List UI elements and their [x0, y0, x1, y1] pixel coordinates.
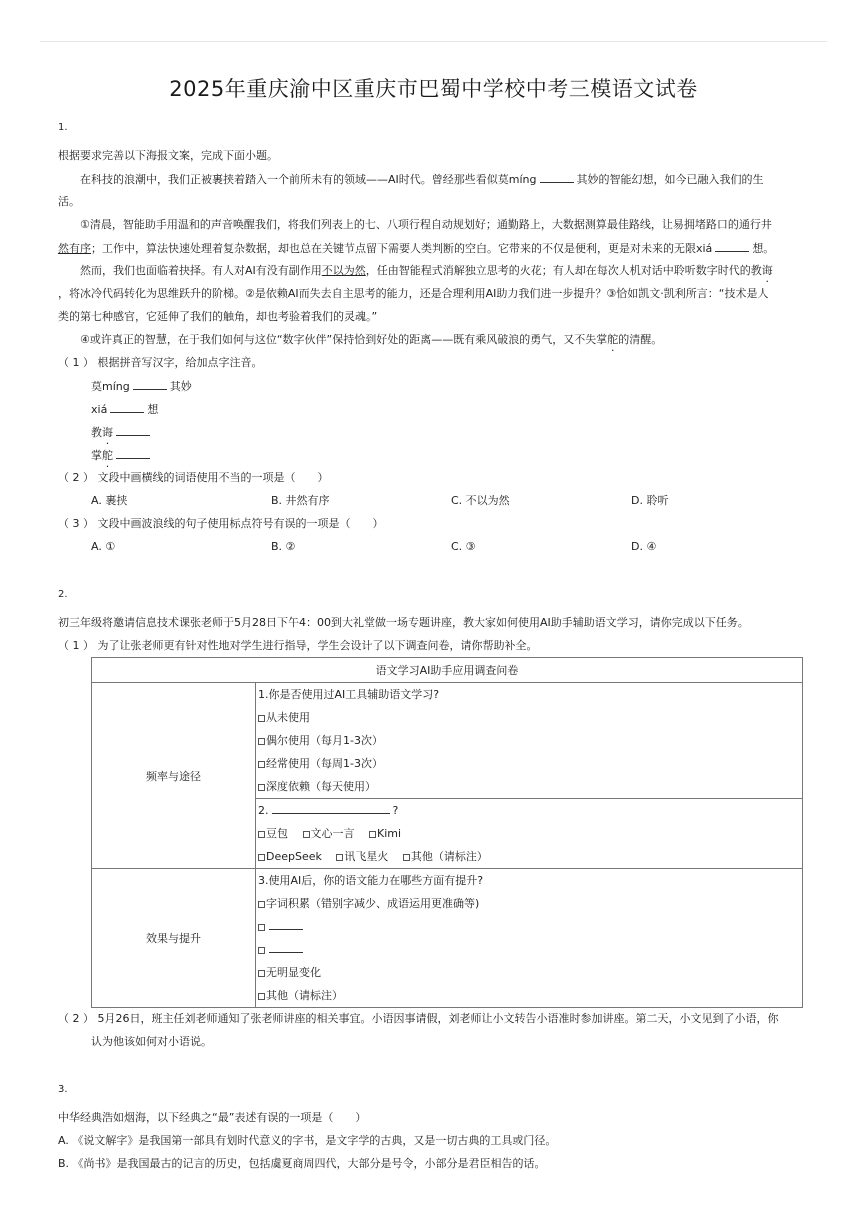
passage-paragraph-1 — [80, 171, 764, 188]
checkbox-icon[interactable] — [258, 715, 265, 722]
checkbox-icon[interactable] — [369, 831, 376, 838]
question-1-intro: 根据要求完善以下海报文案，完成下面小题。 — [58, 149, 278, 162]
option-label: 字词积累（错别字减少、成语运用更准确等) — [266, 897, 480, 910]
underlined-phrase: 不以为然 — [321, 264, 366, 277]
item-text: xiá — [91, 403, 108, 416]
checkbox-icon[interactable] — [403, 854, 410, 861]
checkbox-icon[interactable] — [258, 854, 265, 861]
question-3-number: 3. — [58, 1084, 68, 1095]
dotted-character: 诲 — [761, 264, 773, 277]
passage-paragraph-3-cont: ，将冰冷代码转化为思维跃升的阶梯。②是依赖AI而失去自主思考的能力，还是合理利用AI助力我们进一步提升？③恰如凯文·凯利所言：“技术是人 — [58, 287, 769, 300]
header-divider — [40, 41, 827, 42]
sub-question-text: 5月26日，班主任刘老师通知了张老师讲座的相关事宜。小语因事请假，刘老师让小文转告小语准时参加讲座。第二天，小文见到了小语，你 — [97, 1012, 779, 1025]
survey-question-1: 1.你是否使用过AI工具辅助语文学习? — [258, 688, 440, 701]
question-2-number: 2. — [58, 589, 68, 600]
answer-blank[interactable] — [116, 424, 150, 436]
passage-text: 其妙的智能幻想，如今已融入我们的生 — [576, 173, 764, 186]
answer-blank[interactable] — [715, 240, 749, 252]
option-c[interactable]: C. ③ — [451, 540, 476, 553]
answer-blank[interactable] — [272, 802, 390, 814]
survey-question-3: 3.使用AI后，你的语文能力在哪些方面有提升? — [258, 874, 484, 887]
underlined-phrase: 然有序 — [58, 242, 91, 255]
checkbox-option[interactable] — [256, 706, 802, 729]
checkbox-option[interactable] — [256, 775, 802, 798]
item-text: 莫míng — [91, 380, 130, 393]
passage-text: 然而，我们也面临着抉择。有人对AI有没有副作用 — [80, 264, 322, 277]
item-text: 想 — [147, 403, 159, 416]
checkbox-icon[interactable] — [336, 854, 343, 861]
checkbox-icon[interactable] — [303, 831, 310, 838]
tool-options-row-1 — [256, 822, 802, 845]
checkbox-icon[interactable] — [258, 970, 265, 977]
checkbox-option[interactable] — [256, 752, 802, 775]
option-label: 豆包 — [266, 827, 288, 840]
passage-text: 活。 — [58, 195, 80, 208]
sub-question-text: 文段中画波浪线的句子使用标点符号有误的一项是（ ） — [97, 517, 384, 530]
item-text: 掌 — [91, 449, 102, 462]
option-label: 深度依赖（每天使用） — [266, 780, 376, 793]
option-label: 从未使用 — [266, 711, 310, 724]
answer-blank[interactable] — [269, 941, 303, 953]
option-label: 文心一言 — [310, 827, 355, 840]
answer-blank[interactable] — [269, 918, 303, 930]
passage-paragraph-3 — [80, 263, 773, 279]
checkbox-icon[interactable] — [258, 947, 265, 954]
checkbox-option-blank[interactable] — [256, 915, 802, 938]
survey-question-3-cell — [256, 869, 803, 1008]
passage-text: 想。 — [752, 242, 775, 255]
dotted-character: 舵 — [607, 333, 619, 346]
option-label: 无明显变化 — [266, 966, 321, 979]
tool-options-row-2 — [256, 845, 802, 868]
question-1-number: 1. — [58, 122, 68, 133]
pinyin-item-2 — [91, 401, 158, 418]
category-effect: 效果与提升 — [92, 869, 256, 1008]
survey-question-1-cell — [256, 683, 803, 799]
dotted-character: 诲 — [102, 426, 113, 439]
option-a[interactable]: A. 《说文解字》是我国第一部具有划时代意义的字书，是文字学的古典，又是一切古典的工具或门径。 — [58, 1134, 557, 1147]
passage-paragraph-4 — [80, 332, 662, 348]
option-d[interactable]: D. 聆听 — [631, 494, 669, 507]
checkbox-option-blank[interactable] — [256, 938, 802, 961]
checkbox-option[interactable] — [256, 729, 802, 752]
checkbox-icon[interactable] — [258, 993, 265, 1000]
option-d[interactable]: D. ④ — [631, 540, 657, 553]
passage-text: ；工作中，算法快速处理着复杂数据，却也总在关键节点留下需要人类判断的空白。它带来的不仅是便利，更是对未来的无限xiá — [91, 242, 713, 255]
survey-table-header: 语文学习AI助手应用调查问卷 — [92, 658, 803, 683]
passage-paragraph-3-end: 类的第七种感官，它延伸了我们的触角，却也考验着我们的灵魂。” — [58, 310, 378, 323]
sub-question-1-3 — [58, 516, 384, 532]
option-label: 偶尔使用（每月1-3次） — [266, 734, 383, 747]
pinyin-item-1 — [91, 378, 192, 395]
sub-question-number: （ 1 ） — [58, 356, 94, 369]
answer-blank[interactable] — [540, 171, 574, 183]
pinyin-item-3 — [91, 424, 153, 441]
checkbox-icon[interactable] — [258, 831, 265, 838]
survey-question-2-cell — [256, 799, 803, 869]
dotted-character: 舵 — [102, 449, 113, 462]
answer-blank[interactable] — [133, 378, 167, 390]
checkbox-icon[interactable] — [258, 901, 265, 908]
question-suffix: ? — [392, 804, 399, 817]
checkbox-icon[interactable] — [258, 924, 265, 931]
passage-text: 在科技的浪潮中，我们正被裹挟着踏入一个前所未有的领域——AI时代。曾经那些看似莫míng — [80, 173, 537, 186]
sub-question-text: 文段中画横线的词语使用不当的一项是（ ） — [97, 471, 329, 484]
option-b[interactable]: B. 《尚书》是我国最古的记言的历史，包括虞夏商周四代，大部分是号令，小部分是君臣相告的话。 — [58, 1157, 546, 1170]
answer-blank[interactable] — [110, 401, 144, 413]
sub-question-2-2-cont: 认为他该如何对小语说。 — [91, 1035, 212, 1048]
checkbox-option[interactable] — [256, 892, 802, 915]
survey-table — [91, 657, 803, 1008]
checkbox-option[interactable] — [256, 984, 802, 1007]
passage-paragraph-2: ①清晨，智能助手用温和的声音唤醒我们，将我们列表上的七、八项行程自动规划好；通勤路上，大数据测算最佳路线，让易拥堵路口的通行井 — [80, 218, 772, 231]
sub-question-number: （ 2 ） — [58, 1012, 94, 1025]
option-label: 经常使用（每周1-3次） — [266, 757, 383, 770]
exam-title: 2025年重庆渝中区重庆市巴蜀中学校中考三模语文试卷 — [169, 77, 698, 101]
checkbox-option[interactable] — [256, 961, 802, 984]
survey-question-2 — [256, 799, 802, 822]
passage-paragraph-2-cont — [58, 240, 774, 257]
pinyin-item-4 — [91, 447, 153, 464]
sub-question-text: 根据拼音写汉字，给加点字注音。 — [97, 356, 263, 369]
option-a[interactable]: A. 裹挟 — [91, 494, 128, 507]
category-frequency: 频率与途径 — [92, 683, 256, 869]
option-label: 讯飞星火 — [344, 850, 389, 863]
passage-text: ④或许真正的智慧，在于我们如何与这位“数字伙伴”保持恰到好处的距离——既有乘风破浪的勇气，又不失掌 — [80, 333, 608, 346]
option-label: DeepSeek — [266, 850, 322, 863]
question-2-intro: 初三年级将邀请信息技术课张老师于5月28日下午4：00到大礼堂做一场专题讲座，教大家如何使用AI助手辅助语文学习，请你完成以下任务。 — [58, 616, 749, 629]
answer-blank[interactable] — [116, 447, 150, 459]
option-label: Kimi — [377, 827, 402, 840]
option-label: 其他（请标注） — [410, 850, 488, 863]
item-text: 其妙 — [169, 380, 192, 393]
sub-question-1-2 — [58, 470, 329, 486]
checkbox-icon[interactable] — [258, 784, 265, 791]
sub-question-number: （ 1 ） — [58, 639, 94, 652]
sub-question-1-1 — [58, 355, 263, 371]
sub-question-number: （ 3 ） — [58, 517, 94, 530]
passage-text: ，任由智能程式消解独立思考的火花；有人却在每次人机对话中聆听数字时代的教 — [365, 264, 762, 277]
checkbox-icon[interactable] — [258, 761, 265, 768]
sub-question-2-2 — [58, 1011, 779, 1027]
option-label: 其他（请标注） — [266, 989, 343, 1002]
sub-question-2-1 — [58, 638, 538, 654]
option-a[interactable]: A. ① — [91, 540, 116, 553]
option-c[interactable]: C. 不以为然 — [451, 494, 510, 507]
sub-question-text: 为了让张老师更有针对性地对学生进行指导，学生会设计了以下调查问卷，请你帮助补全。 — [97, 639, 538, 652]
checkbox-icon[interactable] — [258, 738, 265, 745]
passage-text: 的清醒。 — [618, 333, 663, 346]
question-3-stem: 中华经典浩如烟海，以下经典之“最”表述有误的一项是（ ） — [58, 1111, 367, 1124]
option-b[interactable]: B. 井然有序 — [271, 494, 330, 507]
question-prefix: 2. — [258, 804, 269, 817]
item-text: 教 — [91, 426, 102, 439]
sub-question-number: （ 2 ） — [58, 471, 94, 484]
option-b[interactable]: B. ② — [271, 540, 296, 553]
